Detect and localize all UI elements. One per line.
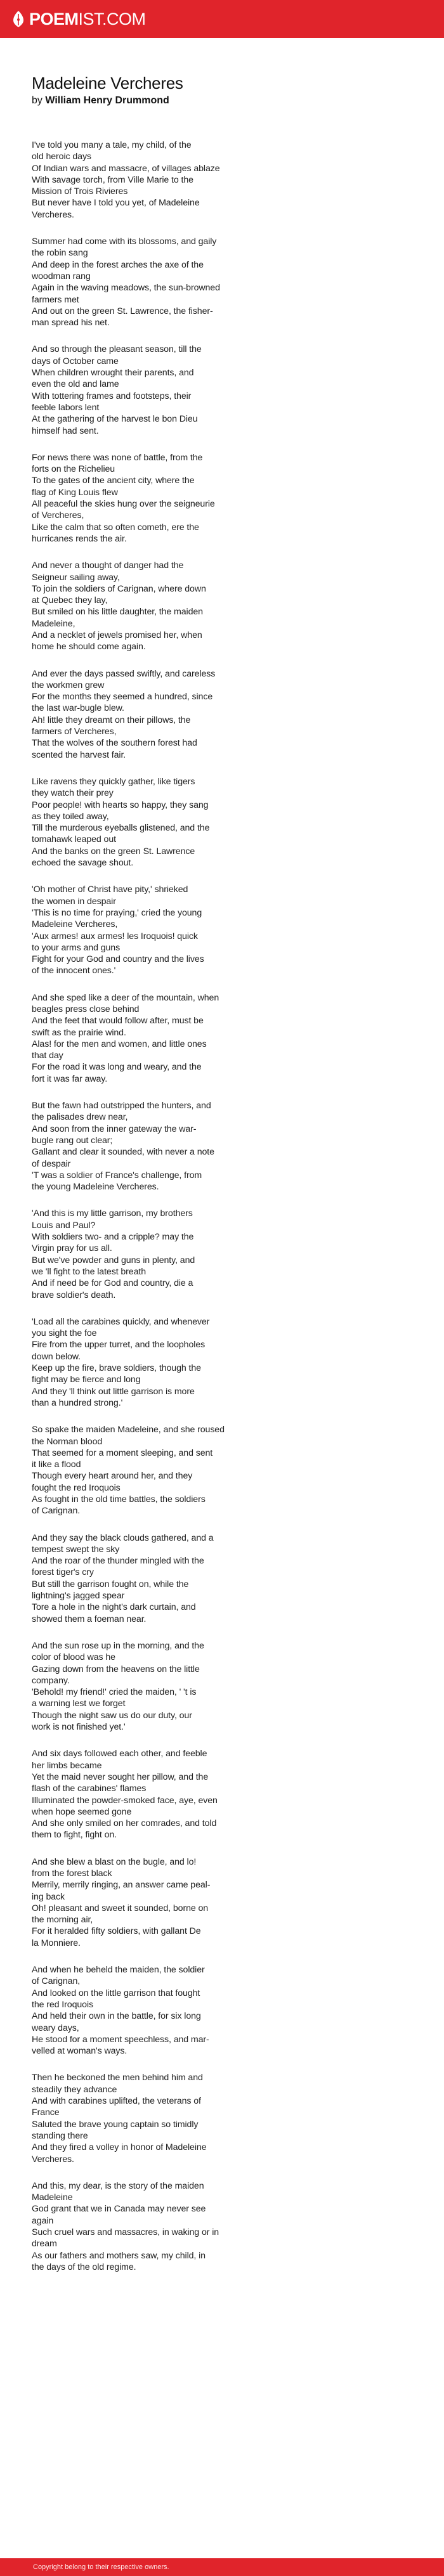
poem-line: forest tiger's cry xyxy=(32,1567,94,1578)
poem-line: ing back xyxy=(32,1891,65,1902)
poem-line: To the gates of the ancient city, where the xyxy=(32,476,195,486)
poem-line: the women in despair xyxy=(32,896,116,907)
poem-line: To join the soldiers of Carignan, where down xyxy=(32,583,206,594)
poem-line: beagles press close behind xyxy=(32,1004,140,1014)
poem-line: And ever the days passed swiftly, and careless xyxy=(32,668,216,679)
poem-line: Vercheres. xyxy=(32,2154,74,2165)
poem-line: But smiled on his little daughter, the maiden xyxy=(32,607,203,618)
stanza xyxy=(32,560,412,652)
poem-line: And out on the green St. Lawrence, the fisher- xyxy=(32,306,213,316)
poem-line: 'Load all the carabines quickly, and whenever xyxy=(32,1316,210,1327)
poem-line: Mission of Trois Rivieres xyxy=(32,186,128,197)
stanza xyxy=(32,1424,412,1517)
site-footer xyxy=(0,2558,444,2576)
poem-line: of despair xyxy=(32,1158,71,1169)
poem-line: bugle rang out clear; xyxy=(32,1135,113,1146)
poem-line: of Vercheres, xyxy=(32,510,84,521)
poem-line: And the feet that would follow after, must be xyxy=(32,1016,204,1026)
poem-line: old heroic days xyxy=(32,152,91,162)
poem-line: from the forest black xyxy=(32,1868,112,1879)
poem-line: France xyxy=(32,2107,60,2118)
stanza xyxy=(32,1316,412,1409)
poem-line: lightning's jagged spear xyxy=(32,1591,125,1602)
poem-line: the morning air, xyxy=(32,1915,93,1926)
poem-line: And they 'll think out little garrison is more xyxy=(32,1386,195,1397)
stanza xyxy=(32,1100,412,1193)
poem-line: Fire from the upper turret, and the loopholes xyxy=(32,1340,206,1350)
poem-line: And this, my dear, is the story of the maiden xyxy=(32,2180,204,2191)
poem-line: Again in the waving meadows, the sun-browned xyxy=(32,283,220,294)
poem-line: When children wrought their parents, and xyxy=(32,368,194,379)
poem-line: And looked on the little garrison that fought xyxy=(32,1988,200,1998)
poem-line: man spread his net. xyxy=(32,318,110,328)
stanza xyxy=(32,1748,412,1841)
poem-line: Poor people! with hearts so happy, they sang xyxy=(32,799,209,810)
poem-line: As fought in the old time battles, the soldiers xyxy=(32,1494,206,1505)
poem-line: Then he beckoned the men behind him and xyxy=(32,2073,203,2083)
poem-body xyxy=(32,139,412,2273)
poem-line: a warning lest we forget xyxy=(32,1699,126,1709)
stanza xyxy=(32,1532,412,1625)
poem-line: And six days followed each other, and feeble xyxy=(32,1749,207,1759)
poem-line: Saluted the brave young captain so timidly xyxy=(32,2119,199,2130)
stanza xyxy=(32,1856,412,1949)
poem-line: they watch their prey xyxy=(32,788,114,799)
stanza xyxy=(32,668,412,761)
poem-line: Gazing down from the heavens on the little xyxy=(32,1664,200,1674)
poem-line: again xyxy=(32,2215,54,2226)
poem-line: scented the harvest fair. xyxy=(32,749,126,760)
poem-line: Madeleine xyxy=(32,2192,73,2203)
poem-line: weary days, xyxy=(32,2023,79,2033)
poem-line: For it heralded fifty soldiers, with gallant De xyxy=(32,1926,201,1937)
author-link[interactable]: William Henry Drummond xyxy=(45,95,169,106)
poem-line: to your arms and guns xyxy=(32,942,121,953)
poem-line: it like a flood xyxy=(32,1460,81,1470)
stanza xyxy=(32,2072,412,2165)
poem-line: Tore a hole in the night's dark curtain, and xyxy=(32,1602,196,1613)
poem-line: woodman rang xyxy=(32,271,91,282)
poem-line: And when he beheld the maiden, the soldier xyxy=(32,1965,205,1976)
poem-line: hurricanes rends the air. xyxy=(32,533,127,544)
poem-line: the red Iroquois xyxy=(32,1999,93,2010)
site-logo-text xyxy=(29,11,146,28)
poem-byline xyxy=(32,94,412,108)
poem-line: And with carabines uplifted, the veterans of xyxy=(32,2096,201,2107)
poem-line: And soon from the inner gateway the war- xyxy=(32,1123,197,1134)
poem-line: And they say the black clouds gathered, and a xyxy=(32,1532,214,1543)
poem-line: For the months they seemed a hundred, since xyxy=(32,692,213,702)
poem-line: that day xyxy=(32,1051,63,1061)
stanza xyxy=(32,1208,412,1300)
poem-line: 'Aux armes! aux armes! les Iroquois! quick xyxy=(32,931,198,942)
poem-line: For news there was none of battle, from the xyxy=(32,452,203,463)
poem-line: I've told you many a tale, my child, of the xyxy=(32,140,192,150)
poem-line: Madeleine, xyxy=(32,618,75,629)
poem-line: the robin sang xyxy=(32,248,88,259)
poem-line: And so through the pleasant season, till the xyxy=(32,344,202,355)
poem-line: farmers of Vercheres, xyxy=(32,727,117,737)
poem-line: the days of the old regime. xyxy=(32,2262,136,2272)
poem-line: himself had sent. xyxy=(32,425,99,436)
poem-line: of the innocent ones.' xyxy=(32,966,116,976)
poem-line: days of October came xyxy=(32,356,119,366)
stanza xyxy=(32,452,412,545)
poem-line: la Monniere. xyxy=(32,1938,81,1948)
stanza xyxy=(32,236,412,328)
stanza xyxy=(32,776,412,869)
poem-line: As our fathers and mothers saw, my child, in xyxy=(32,2250,206,2261)
poem-line: With soldiers two- and a cripple? may the xyxy=(32,1232,194,1243)
poem-line: down below. xyxy=(32,1351,81,1362)
poem-line: Summer had come with its blossoms, and gaily xyxy=(32,236,217,247)
poem-line: And if need be for God and country, die a xyxy=(32,1278,193,1289)
poem-line: brave soldier's death. xyxy=(32,1290,116,1300)
poem-line: as they toiled away, xyxy=(32,811,109,822)
poem-line: swift as the prairie wind. xyxy=(32,1027,126,1038)
poem-line: That the wolves of the southern forest had xyxy=(32,738,197,749)
poem-line: Like ravens they quickly gather, like tigers xyxy=(32,776,195,787)
stanza xyxy=(32,884,412,976)
poem-line: And she sped like a deer of the mountain, when xyxy=(32,992,219,1003)
poem-line: All peaceful the skies hung over the seigneurie xyxy=(32,499,215,510)
poem-line: Seigneur sailing away, xyxy=(32,572,120,583)
poem-line: Yet the maid never sought her pillow, and the xyxy=(32,1771,209,1782)
stanza xyxy=(32,344,412,436)
poem-line: standing there xyxy=(32,2130,88,2141)
poem-line: Though every heart around her, and they xyxy=(32,1471,193,1482)
poem-line: flash of the carabines' flames xyxy=(32,1783,147,1794)
byline-label: by xyxy=(32,95,42,106)
poem-line: when hope seemed gone xyxy=(32,1806,132,1817)
poem-line: Virgin pray for us all. xyxy=(32,1243,112,1254)
poem-line: And she only smiled on her comrades, and told xyxy=(32,1818,217,1829)
poem-line: God grant that we in Canada may never see xyxy=(32,2204,206,2215)
poem-line: Merrily, merrily ringing, an answer came peal- xyxy=(32,1880,211,1891)
poem-content xyxy=(0,38,444,2273)
poem-title: Madeleine Vercheres xyxy=(32,74,183,93)
poem-line: flag of King Louis flew xyxy=(32,487,118,498)
poem-line: 'Behold! my friend!' cried the maiden, ' 't is xyxy=(32,1687,197,1698)
poem-line: the Norman blood xyxy=(32,1436,103,1447)
poem-line: But we've powder and guns in plenty, and xyxy=(32,1255,195,1265)
poem-line: of Carignan, xyxy=(32,1976,81,1987)
poem-line: echoed the savage shout. xyxy=(32,858,134,869)
quill-pen-icon xyxy=(11,10,25,28)
poem-line: 'T was a soldier of France's challenge, from xyxy=(32,1170,202,1181)
poem-line: Though the night saw us do our duty, our xyxy=(32,1710,192,1721)
poem-line: tempest swept the sky xyxy=(32,1544,120,1555)
stanza xyxy=(32,992,412,1085)
poem-line: farmers met xyxy=(32,294,79,305)
poem-line: But the fawn had outstripped the hunters, and xyxy=(32,1101,211,1111)
poem-line: than a hundred strong.' xyxy=(32,1397,123,1408)
poem-line: That seemed for a moment sleeping, and sent xyxy=(32,1447,213,1458)
poem-line: fight may be fierce and long xyxy=(32,1375,141,1385)
poem-line: home he should come again. xyxy=(32,642,146,652)
poem-line: velled at woman's ways. xyxy=(32,2046,127,2057)
poem-line: For the road it was long and weary, and the xyxy=(32,1062,202,1073)
stanza xyxy=(32,1964,412,2057)
poem-line: But never have I told you yet, of Madeleine xyxy=(32,198,200,209)
poem-line: Keep up the fire, brave soldiers, though the xyxy=(32,1363,201,1374)
poem-line: showed them a foeman near. xyxy=(32,1614,147,1624)
poem-line: Madeleine Vercheres, xyxy=(32,919,118,930)
poem-line: the young Madeleine Vercheres. xyxy=(32,1182,159,1193)
poem-line: fought the red Iroquois xyxy=(32,1482,121,1493)
poem-line: the palisades drew near, xyxy=(32,1112,128,1123)
poem-line: steadily they advance xyxy=(32,2084,117,2095)
poem-line: With savage torch, from Ville Marie to the xyxy=(32,174,193,185)
poem-line: At the gathering of the harvest le bon Dieu xyxy=(32,414,198,425)
poem-line: He stood for a moment speechless, and mar- xyxy=(32,2034,209,2045)
stanza xyxy=(32,1640,412,1733)
poem-line: And the banks on the green St. Lawrence xyxy=(32,846,195,857)
poem-line: we 'll fight to the latest breath xyxy=(32,1266,147,1277)
poem-line: Of Indian wars and massacre, of villages ablaze xyxy=(32,163,220,174)
poem-line: Alas! for the men and women, and little ones xyxy=(32,1039,207,1049)
poem-line: And the roar of the thunder mingled with the xyxy=(32,1556,204,1567)
poem-line: And they fired a volley in honor of Madeleine xyxy=(32,2142,207,2153)
logo-text-bold: POEM xyxy=(29,9,79,29)
poem-line: Ah! little they dreamt on their pillows, the xyxy=(32,715,191,725)
poem-line: And the sun rose up in the morning, and the xyxy=(32,1640,204,1651)
poem-line: work is not finished yet.' xyxy=(32,1722,126,1733)
poem-line: at Quebec they lay, xyxy=(32,595,108,606)
poem-line: them to fight, fight on. xyxy=(32,1830,117,1841)
poem-line: Illuminated the powder-smoked face, aye, even xyxy=(32,1795,218,1806)
stanza xyxy=(32,2180,412,2273)
poem-line: her limbs became xyxy=(32,1760,102,1771)
poem-line: And deep in the forest arches the axe of the xyxy=(32,259,204,270)
logo-text-light: IST.COM xyxy=(78,9,146,29)
poem-line: Such cruel wars and massacres, in waking or in xyxy=(32,2227,219,2238)
poem-line: forts on the Richelieu xyxy=(32,464,115,475)
poem-line: And held their own in the battle, for six long xyxy=(32,2011,201,2022)
poem-line: 'This is no time for praying,' cried the young xyxy=(32,907,202,918)
poem-line: tomahawk leaped out xyxy=(32,834,116,845)
poem-line: even the old and lame xyxy=(32,379,119,390)
poem-line: Louis and Paul? xyxy=(32,1220,96,1231)
poem-line: Gallant and clear it sounded, with never a note xyxy=(32,1147,214,1158)
poem-line: Till the murderous eyeballs glistened, and the xyxy=(32,823,210,834)
site-header xyxy=(0,0,444,38)
site-logo[interactable] xyxy=(11,10,146,28)
poem-line: Like the calm that so often cometh, ere the xyxy=(32,522,199,533)
copyright-text: Copyright belong to their respective owners. xyxy=(33,2563,169,2571)
poem-line: of Carignan. xyxy=(32,1506,81,1517)
poem-line: So spake the maiden Madeleine, and she roused xyxy=(32,1425,225,1435)
poem-line: the workmen grew xyxy=(32,680,105,690)
poem-line: the last war-bugle blew. xyxy=(32,703,124,714)
poem-line: fort it was far away. xyxy=(32,1073,108,1084)
poem-line: 'Oh mother of Christ have pity,' shrieked xyxy=(32,884,188,895)
poem-line: you sight the foe xyxy=(32,1328,97,1339)
poem-line: 'And this is my little garrison, my brothers xyxy=(32,1208,193,1219)
poem-line: With tottering frames and footsteps, their xyxy=(32,391,192,401)
poem-line: Oh! pleasant and sweet it sounded, borne on xyxy=(32,1903,209,1913)
poem-line: And she blew a blast on the bugle, and lo! xyxy=(32,1856,197,1867)
poem-line: Fight for your God and country and the lives xyxy=(32,954,204,965)
poem-line: dream xyxy=(32,2239,57,2249)
poem-line: Vercheres. xyxy=(32,209,74,220)
poem-line: But still the garrison fought on, while the xyxy=(32,1579,189,1589)
poem-line: And never a thought of danger had the xyxy=(32,560,184,571)
poem-line: color of blood was he xyxy=(32,1652,115,1663)
poem-line: And a necklet of jewels promised her, when xyxy=(32,630,202,640)
stanza xyxy=(32,139,412,221)
poem-line: feeble labors lent xyxy=(32,402,100,413)
poem-line: company. xyxy=(32,1675,70,1686)
